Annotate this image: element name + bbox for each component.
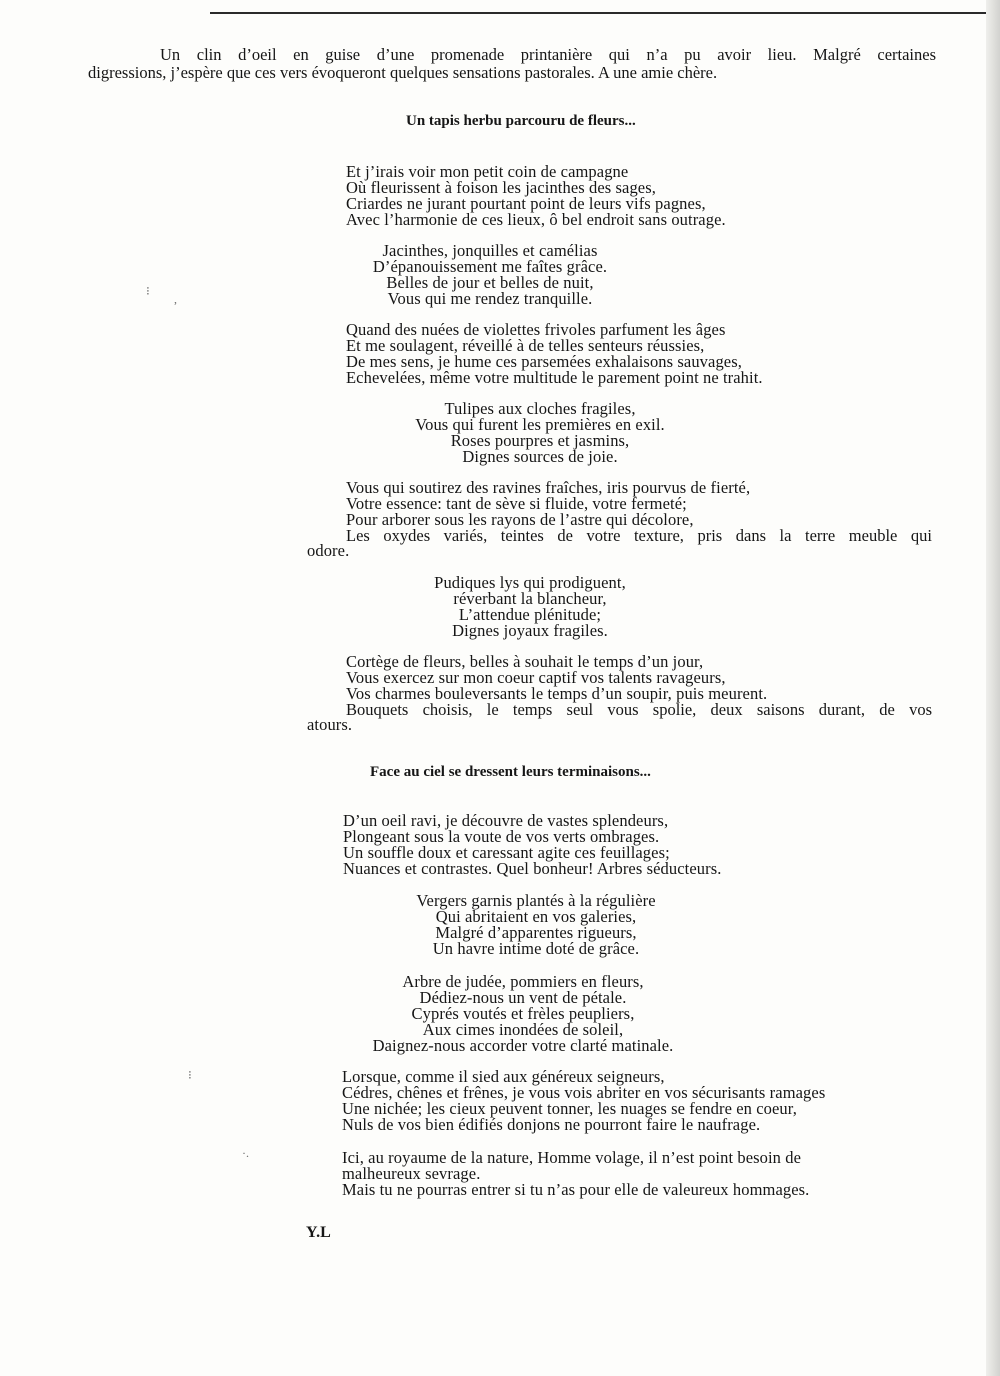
- s1-stanza2-line4: Vous qui me rendez tranquille.: [387, 289, 593, 308]
- s1-stanza7-line2: Vous exercez sur mon coeur captif vos talents ravageurs,: [346, 668, 726, 687]
- s1-stanza7-line5: atours.: [307, 715, 353, 734]
- s2-stanza4-line4: Nuls de vos bien édifiés donjons ne pourront faire le naufrage.: [342, 1115, 761, 1134]
- s1-stanza5-line5: odore.: [307, 541, 350, 560]
- s1-stanza6-line2: réverbant la blancheur,: [453, 589, 607, 608]
- s1-stanza5-line2: Votre essence: tant de sève si fluide, votre fermeté;: [346, 494, 687, 513]
- s1-stanza7-line4: Bouquets choisis, le temps seul vous spolie, deux saisons durant, de vos: [346, 700, 932, 719]
- scan-speck: ·.: [242, 1146, 249, 1160]
- s1-stanza5-line4: Les oxydes variés, teintes de votre texture, pris dans la terre meuble qui: [346, 526, 932, 545]
- section-2-title: Face au ciel se dressent leurs terminaisons...: [370, 764, 651, 780]
- scan-speck: ,: [174, 292, 177, 306]
- scan-speck: ⁝: [188, 1068, 192, 1082]
- s2-stanza1-line4: Nuances et contrastes. Quel bonheur! Arbres séducteurs.: [343, 859, 722, 878]
- s1-stanza6-line4: Dignes joyaux fragiles.: [452, 621, 608, 640]
- s2-stanza2-line1: Vergers garnis plantés à la régulière: [416, 891, 656, 910]
- intro-paragraph: [88, 46, 936, 82]
- s2-stanza5-line1: Ici, au royaume de la nature, Homme volage, il n’est point besoin de: [342, 1148, 802, 1167]
- s1-stanza3-line1: Quand des nuées de violettes frivoles parfument les âges: [346, 320, 726, 339]
- s2-stanza4-line1: Lorsque, comme il sied aux généreux seigneurs,: [342, 1067, 665, 1086]
- s1-stanza4-line1: Tulipes aux cloches fragiles,: [444, 399, 636, 418]
- s2-stanza3-line3: Cyprés voutés et frèles peupliers,: [411, 1004, 635, 1023]
- s2-stanza3-line5: Daignez-nous accorder votre clarté matinale.: [372, 1036, 674, 1055]
- page-edge-shadow: [986, 0, 1000, 1376]
- s2-stanza5-line3: Mais tu ne pourras entrer si tu n’as pour elle de valeureux hommages.: [342, 1180, 810, 1199]
- s1-stanza3-line2: Et me soulagent, réveillé à de telles senteurs réussies,: [346, 336, 705, 355]
- s2-stanza2-line3: Malgré d’apparentes rigueurs,: [435, 923, 637, 942]
- s1-stanza4-line3: Roses pourpres et jasmins,: [450, 431, 630, 450]
- signature: Y.L: [306, 1224, 331, 1241]
- s2-stanza3-line4: Aux cimes inondées de soleil,: [422, 1020, 624, 1039]
- intro-line-1: Un clin d’oeil en guise d’une promenade printanière qui n’a pu avoir lieu. Malgré certaines: [160, 45, 936, 64]
- s1-stanza5-line3: Pour arborer sous les rayons de l’astre qui décolore,: [346, 510, 694, 529]
- s2-stanza5-line2: malheureux sevrage.: [342, 1164, 481, 1183]
- s1-stanza3-line4: Echevelées, même votre multitude le parement point ne trahit.: [346, 368, 763, 387]
- s1-stanza4-line4: Dignes sources de joie.: [462, 447, 618, 466]
- s1-stanza2-line3: Belles de jour et belles de nuit,: [386, 273, 594, 292]
- s1-stanza6-line1: Pudiques lys qui prodiguent,: [434, 573, 626, 592]
- s1-stanza4-line2: Vous qui furent les premières en exil.: [415, 415, 665, 434]
- s1-stanza2-line2: D’épanouissement me faîtes grâce.: [372, 257, 608, 276]
- s1-stanza7-line1: Cortège de fleurs, belles à souhait le temps d’un jour,: [346, 652, 704, 671]
- s2-stanza1-line2: Plongeant sous la voute de vos verts ombrages.: [343, 827, 660, 846]
- s1-stanza7-line3: Vos charmes bouleversants le temps d’un soupir, puis meurent.: [346, 684, 768, 703]
- s2-stanza1-line1: D’un oeil ravi, je découvre de vastes splendeurs,: [343, 811, 669, 830]
- s1-stanza5-line1: Vous qui soutirez des ravines fraîches, iris pourvus de fierté,: [346, 478, 751, 497]
- s1-stanza1-line1: Et j’irais voir mon petit coin de campagne: [346, 162, 629, 181]
- top-border-line: [210, 12, 1000, 14]
- s1-stanza6-line3: L’attendue plénitude;: [458, 605, 602, 624]
- s1-stanza1-line3: Criardes ne jurant pourtant point de leurs vifs pagnes,: [346, 194, 706, 213]
- s1-stanza1-line4: Avec l’harmonie de ces lieux, ô bel endroit sans outrage.: [346, 210, 726, 229]
- s1-stanza1-line2: Où fleurissent à foison les jacinthes des sages,: [346, 178, 656, 197]
- s2-stanza4-line3: Une nichée; les cieux peuvent tonner, les nuages se fendre en coeur,: [342, 1099, 797, 1118]
- s2-stanza2-line2: Qui abritaient en vos galeries,: [435, 907, 637, 926]
- s2-stanza3-line1: Arbre de judée, pommiers en fleurs,: [402, 972, 644, 991]
- s2-stanza2-line4: Un havre intime doté de grâce.: [432, 939, 640, 958]
- section-1-title: Un tapis herbu parcouru de fleurs...: [406, 113, 636, 129]
- s2-stanza4-line2: Cédres, chênes et frênes, je vous vois abriter en vos sécurisants ramages: [342, 1083, 826, 1102]
- s2-stanza3-line2: Dédiez-nous un vent de pétale.: [419, 988, 627, 1007]
- s2-stanza1-line3: Un souffle doux et caressant agite ces feuillages;: [343, 843, 670, 862]
- s1-stanza3-line3: De mes sens, je hume ces parsemées exhalaisons sauvages,: [346, 352, 742, 371]
- s1-stanza2-line1: Jacinthes, jonquilles et camélias: [382, 241, 598, 260]
- scan-speck: ⁝: [146, 284, 150, 298]
- intro-line-2: digressions, j’espère que ces vers évoqueront quelques sensations pastorales. A une amie chère.: [88, 63, 718, 82]
